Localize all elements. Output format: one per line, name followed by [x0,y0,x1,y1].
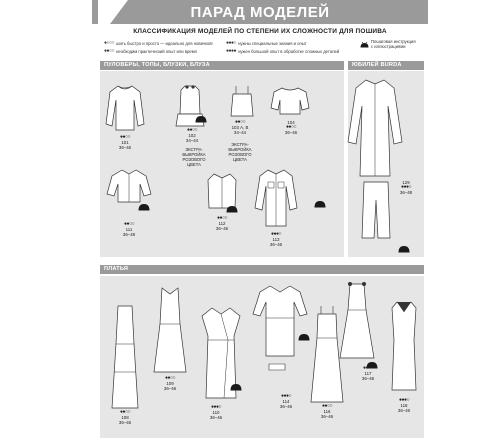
figure-104-cropped-top [270,86,310,118]
pincushion-icon [360,42,369,48]
model-104-sizes: 36–46 [284,130,298,135]
note-extra-103: ЭКСТРА-ВЫКРОЙКА РОЗОВОГО ЦВЕТА [228,142,252,162]
model-102-dots: ●●○○ [186,127,198,133]
figure-129-trousers [360,180,392,240]
model-117-dots: ●●○○ [362,365,374,371]
model-110-info [202,405,230,420]
model-101-dots: ●●○○ [119,134,131,140]
model-110-num: 110 [212,410,220,415]
model-102-sizes: 34–44 [185,138,199,143]
model-103-sizes: 34–44 [233,130,247,135]
model-129-sizes: 36–48 [399,190,413,195]
model-109-num: 109 [166,381,174,386]
figure-108-dress [110,304,140,410]
legend-big-exp-text: нужен большой опыт в обработке сложных деталей [238,48,340,54]
legend-steps-line2: с иллюстрациями [371,43,406,49]
legend-steps-line1: Пошаговая инструкция [371,39,416,44]
title-banner [92,0,428,24]
model-111-info [114,222,144,237]
figure-102-top [175,84,205,130]
pincushion-114 [298,328,310,336]
model-111-sizes: 36–48 [122,232,136,237]
model-103-info [222,120,258,135]
model-109-info [156,376,184,391]
model-116-dots: ●●○○ [321,403,333,409]
model-117-num: 117 [364,371,372,376]
pincushion-113 [314,195,326,203]
model-101-sizes: 36–46 [118,145,132,150]
legend-practice-text: необходим практический опыт или время [116,48,197,54]
model-104-num: 104 [287,120,295,125]
model-109-sizes: 36–46 [163,386,177,391]
legend-practice [104,48,197,54]
model-108-sizes: 36–46 [118,420,132,425]
note-extra-102: ЭКСТРА-ВЫКРОЙКА РОЗОВОГО ЦВЕТА [182,147,206,167]
figure-109-dress [152,286,188,374]
section-tops: ПУЛОВЕРЫ, ТОПЫ, БЛУЗКИ, БЛУЗА [100,61,344,70]
model-114-num: 114 [282,399,290,404]
legend-exp [226,40,307,46]
model-101-num: 101 [121,140,129,145]
legend-dots-1: ●○○○ [104,40,115,46]
figure-114-belt [268,362,286,372]
figure-117-dress [338,280,376,360]
magazine-page [92,0,428,442]
model-104-info [276,120,306,135]
pincushion-111 [138,198,150,206]
model-116-sizes: 36–46 [320,414,334,419]
model-118-info [390,398,418,413]
legend-dots-2: ●●○○ [104,48,115,54]
model-118-dots: ●●●○ [398,397,410,403]
legend-steps-text [371,40,416,49]
legend-exp-text: нужны специальные знания и опыт [238,40,307,46]
difficulty-legend [104,38,422,58]
model-111-dots: ●●○○ [123,221,135,227]
model-102-info [176,128,208,143]
legend-dots-3: ●●●○ [226,40,237,46]
model-113-num: 113 [272,237,280,242]
model-103-num: 103 А, В [231,125,249,130]
legend-easy-text: шить быстро и просто — идеально для новичков! [116,40,213,46]
figure-129-coat [348,76,404,180]
section-jubilee: ЮБИЛЕЙ BURDA [348,61,424,70]
model-113-dots: ●●●○ [270,231,282,237]
model-113-sizes: 36–46 [269,242,283,247]
figure-103-camisole [229,86,255,120]
pincushion-112 [226,200,238,208]
legend-steps [360,40,416,49]
model-113-info [261,232,291,247]
model-103-dots: ●●○○ [234,119,246,125]
pincushion-117 [366,356,378,364]
model-112-num: 112 [218,221,226,226]
model-114-dots: ●●●○ [280,393,292,399]
model-129-dots: ●●●○ [400,184,412,190]
figure-118-dress [388,300,420,394]
model-129-info [394,180,418,195]
model-111-num: 111 [125,227,133,232]
model-112-dots: ●●○○ [216,215,228,221]
model-117-sizes: 36–46 [361,376,375,381]
pincushion-110 [230,378,242,386]
section-dresses: ПЛАТЬЯ [100,265,424,274]
figure-114-dress [252,284,308,360]
legend-big-exp [226,48,339,54]
model-114-sizes: 36–46 [279,404,293,409]
model-104-dots: ●●○○ [285,124,297,130]
model-109-dots: ●●○○ [164,375,176,381]
legend-easy [104,40,213,46]
legend-dots-4: ●●●● [226,48,237,54]
model-112-sizes: 36–46 [215,226,229,231]
model-110-dots: ●●●○ [210,404,222,410]
model-129-num: 129 [402,180,410,185]
model-108-num: 108 [121,415,129,420]
model-112-info [207,216,237,231]
model-116-num: 116 [323,409,331,414]
model-108-info [110,410,140,425]
model-117-info [356,366,380,381]
model-118-sizes: 36–46 [397,408,411,413]
model-102-num: 102 [188,133,196,138]
model-110-sizes: 36–46 [209,415,223,420]
model-101-info [105,135,145,150]
model-114-info [272,394,300,409]
figure-101-pullover [104,84,146,134]
figure-113-shirt [254,168,298,230]
model-116-info [314,404,340,419]
page-title: ПАРАД МОДЕЛЕЙ [190,3,330,21]
page-subtitle: КЛАССИФИКАЦИЯ МОДЕЛЕЙ ПО СТЕПЕНИ ИХ СЛОЖНОСТИ ДЛЯ ПОШИВА [133,28,387,35]
model-108-dots: ●●○○ [119,409,131,415]
pincushion-129 [398,240,410,248]
pincushion-102 [195,110,207,118]
model-118-num: 118 [400,403,408,408]
